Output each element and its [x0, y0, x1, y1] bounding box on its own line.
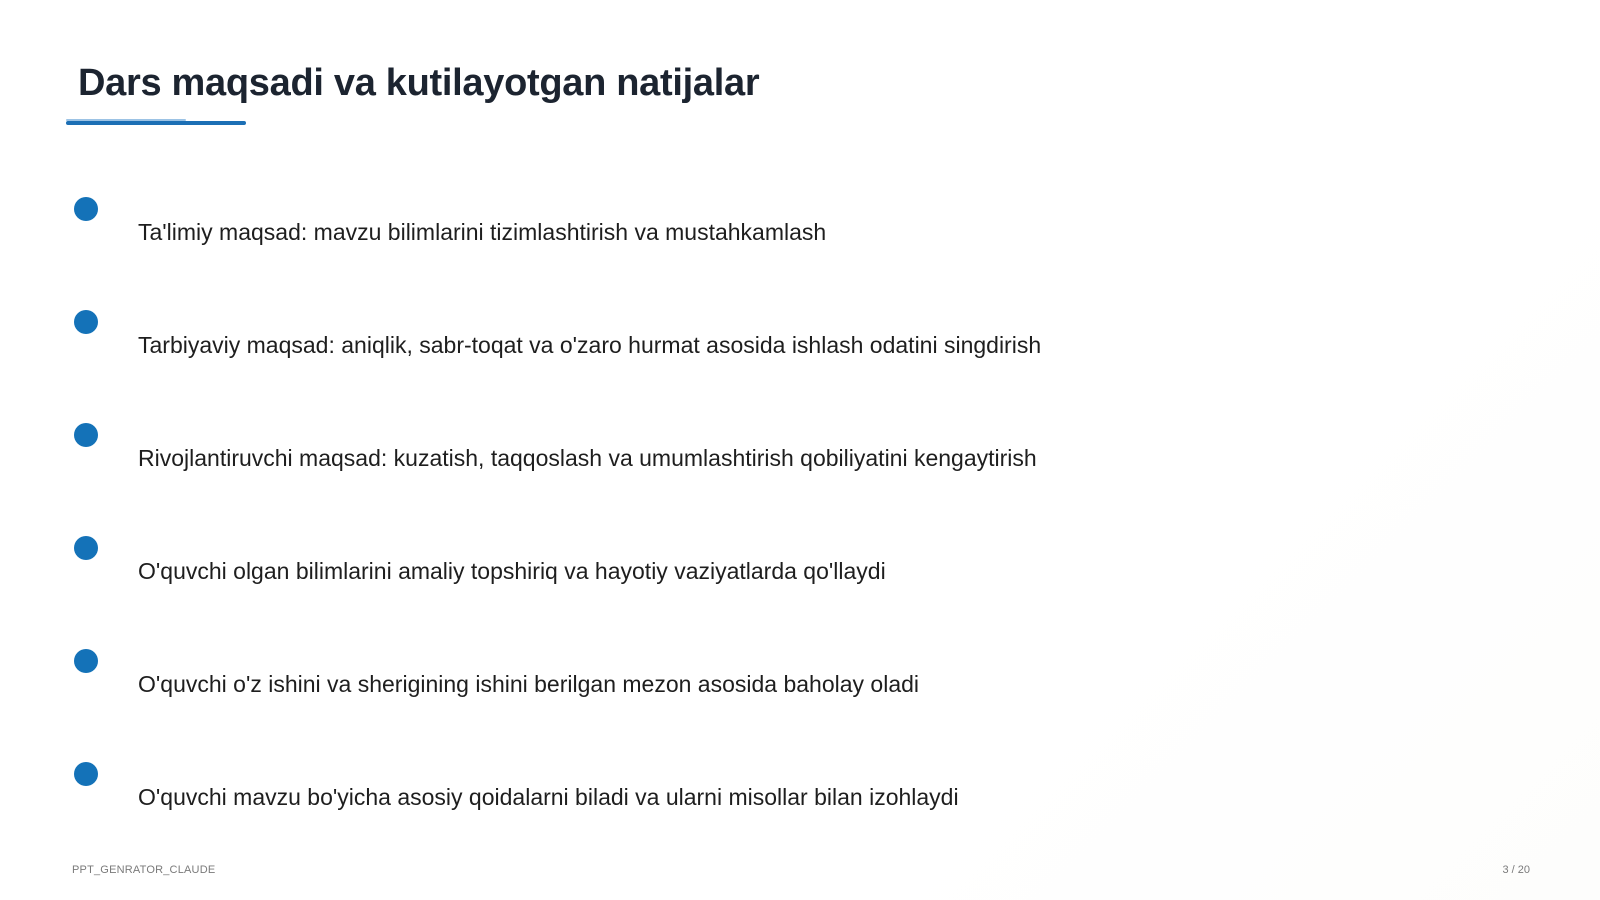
- page-indicator: 3 / 20: [1502, 864, 1530, 876]
- list-item: [0, 649, 1400, 709]
- bullet-dot-icon: [74, 197, 98, 221]
- list-item: [0, 310, 1400, 370]
- list-item-text: O'quvchi o'z ishini va sherigining ishini berilgan mezon asosida baholay oladi: [138, 671, 920, 697]
- bullet-dot-icon: [74, 310, 98, 334]
- bullet-dot-icon: [74, 649, 98, 673]
- list-item-text: Tarbiyaviy maqsad: aniqlik, sabr-toqat va o'zaro hurmat asosida ishlash odatini singdirish: [138, 332, 1042, 358]
- list-item-text: Rivojlantiruvchi maqsad: kuzatish, taqqoslash va umumlashtirish qobiliyatini kengaytirish: [138, 445, 1037, 471]
- footer-generator-label: PPT_GENRATOR_CLAUDE: [72, 864, 216, 876]
- slide-title: Dars maqsadi va kutilayotgan natijalar: [78, 62, 760, 104]
- bullet-dot-icon: [74, 423, 98, 447]
- list-item-text: O'quvchi olgan bilimlarini amaliy topshiriq va hayotiy vaziyatlarda qo'llaydi: [138, 558, 886, 584]
- list-item: [0, 423, 1400, 483]
- list-item: [0, 762, 1400, 822]
- list-item-text: Ta'limiy maqsad: mavzu bilimlarini tizimlashtirish va mustahkamlash: [138, 219, 827, 245]
- bullet-dot-icon: [74, 762, 98, 786]
- list-item: [0, 197, 1400, 257]
- bullet-dot-icon: [74, 536, 98, 560]
- list-item: [0, 536, 1400, 596]
- list-item-text: O'quvchi mavzu bo'yicha asosiy qoidalarni biladi va ularni misollar bilan izohlaydi: [138, 784, 959, 810]
